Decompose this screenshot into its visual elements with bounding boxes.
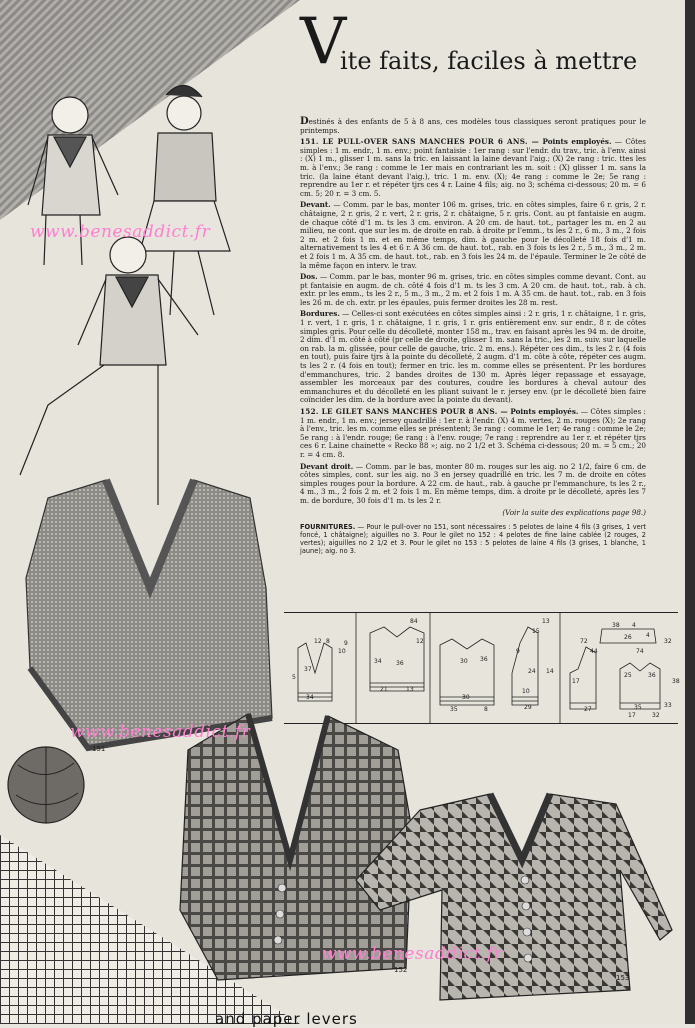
- schema-measure-label: 9: [344, 640, 348, 647]
- title-initial: V: [300, 5, 347, 79]
- section-label: Devant droit.: [300, 461, 354, 471]
- next-page-caption: and paper levers: [215, 1010, 358, 1028]
- schema-measure-label: 10: [522, 688, 530, 695]
- schema-measure-label: 34: [306, 694, 314, 701]
- section-label: Bordures.: [300, 309, 340, 319]
- football-illustration: [8, 735, 86, 835]
- fournitures-paragraph: [300, 523, 646, 555]
- watermark: www.benesaddict.fr: [322, 944, 503, 964]
- figure-number-153: 153: [616, 974, 630, 982]
- watermark: www.benesaddict.fr: [70, 722, 251, 742]
- schema-measure-label: 35: [634, 704, 642, 711]
- schema-measure-label: 24: [528, 668, 536, 675]
- figure-number-151: 151: [92, 745, 106, 753]
- schematics-svg: [284, 613, 678, 723]
- schema-measure-label: 38: [672, 678, 680, 685]
- schema-measure-label: 34: [374, 658, 382, 665]
- section-label: Points employés.: [510, 407, 579, 416]
- section-heading: 152. LE GILET SANS MANCHES POUR 8 ANS. —: [300, 407, 508, 416]
- schema-measure-label: 33: [664, 702, 672, 709]
- schema-measure-label: 9: [516, 648, 520, 655]
- continued-note: (Voir la suite des explications page 98.): [502, 507, 646, 517]
- schema-measure-label: 26: [624, 634, 632, 641]
- schema-measure-label: 32: [664, 638, 672, 645]
- section-devant: [300, 201, 646, 270]
- section-text: — Comm. par le bas, monter 96 m. grises, tric. en côtes simples comme devant. Cont. au pt fantaisie en augm. de ch. côté 4 fois d'1 m. ts les 3 cm. A 20 cm. de haut. tot., rab. à ch. extr. pr les emm., ts les 2 r., 5 m., 3 m., 2 m. et 2 fois 1 m. A 35 cm. de haut. tot., rab. en 3 fois les 26 m. de ch. extr. pr les épaules, puis fermer droites les 28 m. rest.: [300, 272, 646, 307]
- schema-measure-label: 35: [450, 706, 458, 713]
- fournitures-text: — Pour le pull-over no 151, sont nécessaires : 5 pelotes de laine 4 fils (3 grises, 1 vert foncé, 1 châtaigne); aiguilles no 3. Pour le gilet no 152 : 4 pelotes de fine laine cablée (2 rouges, 2 vertes); aiguilles no 2 1/2 et 3. Pour le gilet no 153 : 5 pelotes de laine 4 fils (3 grises, 1 blanche, 1 jaune); aig. no 3.: [300, 523, 646, 556]
- pattern-schematics: [284, 612, 678, 724]
- schema-measure-label: 27: [584, 706, 592, 713]
- schema-measure-label: 44: [590, 648, 598, 655]
- schema-measure-label: 4: [632, 622, 636, 629]
- title-rest: ite faits, faciles à mettre: [340, 47, 638, 75]
- schema-measure-label: 17: [572, 678, 580, 685]
- section-devant-droit: [300, 463, 646, 506]
- section-dos: [300, 273, 646, 307]
- schema-measure-label: 30: [460, 658, 468, 665]
- schema-measure-label: 74: [636, 648, 644, 655]
- page-title: [300, 5, 665, 80]
- schema-measure-label: 30: [462, 694, 470, 701]
- schema-measure-label: 15: [532, 628, 540, 635]
- section-152: [300, 408, 646, 460]
- schema-measure-label: 13: [406, 686, 414, 693]
- section-text: — Côtes simples : 1 m. endr., 1 m. env.; point fantaisie : 1er rang : sur l'endr. du trav., tric. à l'env. ainsi : (X) 1 m., glisser 1 m. sans la tric. en laissant la laine devant l'aig.; (X) 2e rang : tric. ttes les m. à l'env.; 3e rang : comme le 1er mais en contrariant les m. soit : (X) glisser 1 m. sans la tric. (la laine étant devant l'aig.), tric. 1 m. env. (X); 4e rang : comme le 2e; 5e rang : reprendre au 1er r. et répéter tjrs ces 4 r. Laine 4 fils; aig. no 3; schéma ci-dessous; 20 m. = 6 cm. 5; 20 r. = 3 cm. 5.: [300, 137, 646, 198]
- section-151: [300, 138, 646, 198]
- section-text: — Comm. par le bas, monter 106 m. grises, tric. en côtes simples, faire 6 r. gris, 2 r. châtaigne, 2 r. gris, 2 r. vert, 2 r. gris, 2 r. châtaigne, 5 r. gris. Cont. au pt fantaisie en augm. de chaque côté d'1 m. ts les 3 cm. environ. A 20 cm. de haut. tot., partager les m. en 2 au milieu, ne cont. que sur les m. de droite en rab. à droite pr l'emm., ts les 2 r., 6 m., 3 m., 2 fois 2 m. et 2 fois 1 m. et en même temps, dim. à gauche pour le décolleté 18 fois d'1 m. alternativement ts les 4 et 6 r. A 36 cm. de haut. tot., rab. en 3 fois ts les 2 r., 5 m., 3 m., 2 m. et 2 fois 1 m. A 35 cm. de haut. tot., rab. en 3 fois les 24 m. de l'épaule. Terminer le 2e côté de la même façon en interv. le trav.: [300, 200, 646, 270]
- schema-measure-label: 8: [326, 638, 330, 645]
- section-heading: 151. LE PULL-OVER SANS MANCHES POUR 6 ANS. —: [300, 137, 540, 147]
- schema-measure-label: 17: [628, 712, 636, 719]
- section-text: — Côtes simples : 1 m. endr., 1 m. env.; jersey quadrillé : 1er r. à l'endr. (X) 4 m. vertes, 2 m. rouges (X); 2e rang à l'env., tric. les m. comme elles se présentent; 3e rang : comme le 1er; 4e rang : comme le 2e; 5e rang : à l'endr. rouge; 6e rang : à l'env. rouge; 7e rang : reprendre au 1er r. et répéter tjrs ces 6 r. Laine chainette « Recko 88 »; aig. no 2 1/2 et 3. Schéma ci-dessous; 20 m. = 5 cm.; 20 r. = 4 cm. 8.: [300, 407, 647, 459]
- instructions-column: [300, 118, 646, 558]
- schema-measure-label: 36: [648, 672, 656, 679]
- schema-measure-label: 72: [580, 638, 588, 645]
- section-text: — Comm. par le bas, monter 80 m. rouges sur les aig. no 2 1/2, faire 6 cm. de côtes simples, cont. sur les aig. no 3 en jersey quadrillé en tric. les 7 m. de droite en côtes simples rouges pour la bordure. A 22 cm. de haut., rab. à gauche pr l'emmanchure, ts les 2 r., 4 m., 3 m., 2 fois 2 m. et 2 fois 1 m. En même temps, dim. à droite pr le décolleté, après les 7 m. de bordure, 30 fois d'1 m. ts les 2 r.: [300, 461, 646, 505]
- section-label: Dos.: [300, 272, 318, 282]
- schema-measure-label: 25: [624, 672, 632, 679]
- children-illustration: [8, 75, 248, 515]
- schema-measure-label: 29: [524, 704, 532, 711]
- intro-text: estinés à des enfants de 5 à 8 ans, ces modèles tous classiques seront pratiques pour le printemps.: [300, 117, 646, 135]
- schema-measure-label: 4: [646, 632, 650, 639]
- schema-measure-label: 12: [314, 638, 322, 645]
- schema-measure-label: 84: [410, 618, 418, 625]
- schema-measure-label: 36: [396, 660, 404, 667]
- schema-measure-label: 32: [652, 712, 660, 719]
- intro-dropcap: D: [300, 116, 309, 127]
- schema-measure-label: 21: [380, 686, 388, 693]
- section-text: — Celles-ci sont exécutées en côtes simples ainsi : 2 r. gris, 1 r. châtaigne, 1 r. gris, 1 r. vert, 1 r. gris, 1 r. châtaigne, 1 r. gris, 1 r. gris entièrement env. sur endr., 8 r. de côtes simples gris. Pour celle du décolleté, monter 158 m., trav. en faisant après les 94 m. de droite, 2 dim. d'1 m. côté à côté (pr celle de droite, glisser 1 m. sans la tric., les 2 m. suiv. sur laquelle on rab. la m. glissée, pour celle de gauche, tric. 2 m. ens.). Répéter ces dim., ts les 2 r. (4 fois en tout), puis faire tjrs à la pointe du décolleté, 2 augm. d'1 m. côte à côte, répéter ces augm. ts les 2 r. (4 fois en tout); fermer en tric. les m. comme elles se présentent. Pr les bordures d'emmanchures, tric. 2 bandes droites de 130 m. Après léger repassage et essayage, assembler les morceaux par des coutures, coudre les bordures à cheval autour des emmanchures et du décolleté en les pliant suivant le r. jersey env. (pr le décolleté bien faire coïncider les dim. de la bordure avec la pointe du devant).: [300, 309, 646, 405]
- figure-number-152: 152: [394, 966, 408, 974]
- page-edge: [685, 0, 695, 1024]
- schema-back-153: [620, 663, 660, 709]
- section-bordures: [300, 310, 646, 405]
- section-label: Points employés.: [542, 137, 612, 147]
- schema-measure-label: 5: [292, 674, 296, 681]
- schema-measure-label: 14: [546, 668, 554, 675]
- schema-measure-label: 12: [416, 638, 424, 645]
- schema-measure-label: 10: [338, 648, 346, 655]
- schema-measure-label: 13: [542, 618, 550, 625]
- fournitures-label: FOURNITURES.: [300, 523, 356, 532]
- section-label: Devant.: [300, 200, 331, 210]
- schema-measure-label: 8: [484, 706, 488, 713]
- schema-measure-label: 37: [304, 666, 312, 673]
- schema-measure-label: 36: [480, 656, 488, 663]
- watermark: www.benesaddict.fr: [30, 222, 211, 242]
- schema-measure-label: 38: [612, 622, 620, 629]
- intro-paragraph: [300, 118, 646, 135]
